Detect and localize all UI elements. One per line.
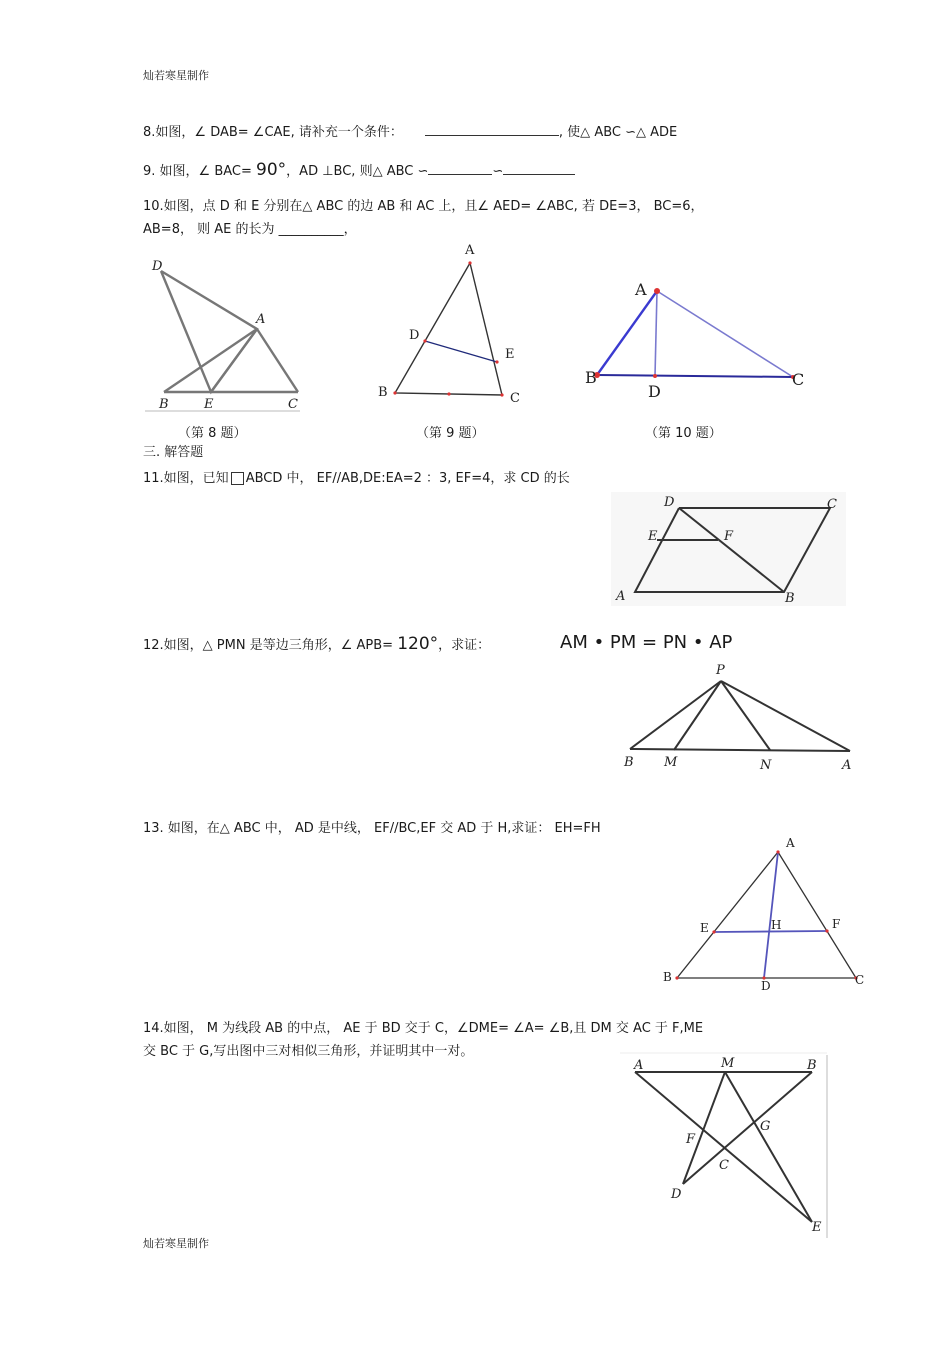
- figure-10: [580, 278, 810, 408]
- q9-pre: 9. 如图，∠ BAC=: [143, 164, 252, 179]
- figure-13: [660, 835, 870, 995]
- figure-12: [620, 662, 860, 777]
- parallelogram-icon: [231, 472, 244, 485]
- fig8-caption: （第 8 题）: [178, 426, 247, 441]
- fig14-label-d: D: [671, 1187, 682, 1202]
- question-13: 13. 如图，在△ ABC 中， AD 是中线， EF//BC,EF 交 AD 于 H,求证： EH=FH: [143, 821, 601, 836]
- fig8-label-b: B: [159, 397, 169, 412]
- fig10-label-c: C: [792, 370, 805, 389]
- fig11-label-c: C: [827, 497, 837, 512]
- fig11-label-f: F: [724, 529, 734, 544]
- fig9-label-e: E: [505, 347, 515, 362]
- question-10-line-2: AB=8， 则 AE 的长为 __________，: [143, 222, 357, 237]
- question-10-line-1: 10.如图，点 D 和 E 分别在△ ABC 的边 AB 和 AC 上，且∠ AED= ∠ABC, 若 DE=3， BC=6，: [143, 199, 704, 214]
- q8-after: , 使△ ABC ∽△ ADE: [558, 125, 678, 140]
- page-header: 灿若寒星制作: [143, 69, 209, 82]
- fig9-label-b: B: [378, 385, 388, 400]
- fig12-label-m: M: [664, 755, 678, 770]
- fig14-label-c: C: [719, 1158, 729, 1173]
- fig8-label-d: D: [152, 259, 163, 274]
- question-12: [143, 636, 490, 654]
- fig9-label-d: D: [409, 328, 420, 343]
- fig13-label-e: E: [700, 921, 709, 935]
- fig12-label-a: A: [842, 758, 852, 773]
- fig11-label-d: D: [664, 495, 675, 510]
- fig11-label-b: B: [785, 591, 795, 606]
- q11-post: ABCD 中， EF//AB,DE:EA=2 ：3, EF=4，求 CD 的长: [245, 471, 570, 486]
- figure-14: [615, 1050, 835, 1245]
- fig10-label-d: D: [648, 382, 661, 401]
- question-11: [143, 471, 570, 487]
- q12-pre: 12.如图，△ PMN 是等边三角形，∠ APB=: [143, 638, 394, 653]
- fig11-label-e: E: [648, 529, 658, 544]
- question-8: [143, 123, 677, 141]
- fig9-caption: （第 9 题）: [416, 426, 485, 441]
- q9-mid: ，AD ⊥BC, 则△ ABC ∽: [286, 164, 429, 179]
- fig11-label-a: A: [616, 589, 626, 604]
- q8-text: 8.如图，∠ DAB= ∠CAE, 请补充一个条件：: [143, 125, 403, 140]
- fig14-label-g: G: [760, 1119, 771, 1134]
- section-title: 三. 解答题: [143, 445, 204, 460]
- fig12-label-p: P: [716, 663, 725, 678]
- figure-9: [375, 240, 535, 410]
- question-14-line-1: 14.如图， M 为线段 AB 的中点， AE 于 BD 交于 C，∠DME= ∠A= ∠B,且 DM 交 AC 于 F,ME: [143, 1021, 704, 1036]
- q12-formula: AM • PM = PN • AP: [560, 632, 733, 653]
- q12-angle: 120°: [397, 634, 439, 654]
- fig13-label-b: B: [663, 970, 672, 984]
- fig10-label-b: B: [585, 368, 597, 387]
- fig14-label-f: F: [686, 1132, 696, 1147]
- q8-blank: [425, 123, 559, 136]
- q12-post: ，求证：: [438, 638, 491, 653]
- q9-angle: 90°: [256, 160, 287, 180]
- fig13-label-c: C: [855, 973, 865, 987]
- fig9-label-a: A: [465, 243, 475, 258]
- fig14-label-e: E: [812, 1220, 822, 1235]
- fig12-label-n: N: [760, 758, 772, 773]
- fig8-label-a: A: [256, 312, 266, 327]
- question-14-line-2: 交 BC 于 G,写出图中三对相似三角形，并证明其中一对。: [143, 1044, 474, 1059]
- page-footer: 灿若寒星制作: [143, 1237, 209, 1250]
- q9-blank-1: [428, 162, 492, 175]
- figure-8: [140, 255, 310, 415]
- q9-sim: ∽: [492, 164, 504, 179]
- fig9-label-c: C: [510, 391, 520, 406]
- fig13-label-f: F: [832, 917, 841, 931]
- fig13-label-h: H: [771, 918, 782, 932]
- fig12-label-b: B: [624, 755, 634, 770]
- fig8-label-e: E: [204, 397, 214, 412]
- fig10-caption: （第 10 题）: [645, 426, 722, 441]
- fig13-label-a: A: [786, 836, 795, 850]
- fig8-label-c: C: [288, 397, 298, 412]
- q11-pre: 11.如图，已知: [143, 471, 229, 486]
- fig14-label-m: M: [721, 1056, 735, 1071]
- fig10-label-a: A: [635, 280, 647, 299]
- fig13-label-d: D: [761, 979, 771, 993]
- question-9: [143, 162, 575, 180]
- q9-blank-2: [503, 162, 575, 175]
- figure-11: [608, 490, 848, 608]
- fig14-label-b: B: [807, 1058, 817, 1073]
- fig14-label-a: A: [634, 1058, 644, 1073]
